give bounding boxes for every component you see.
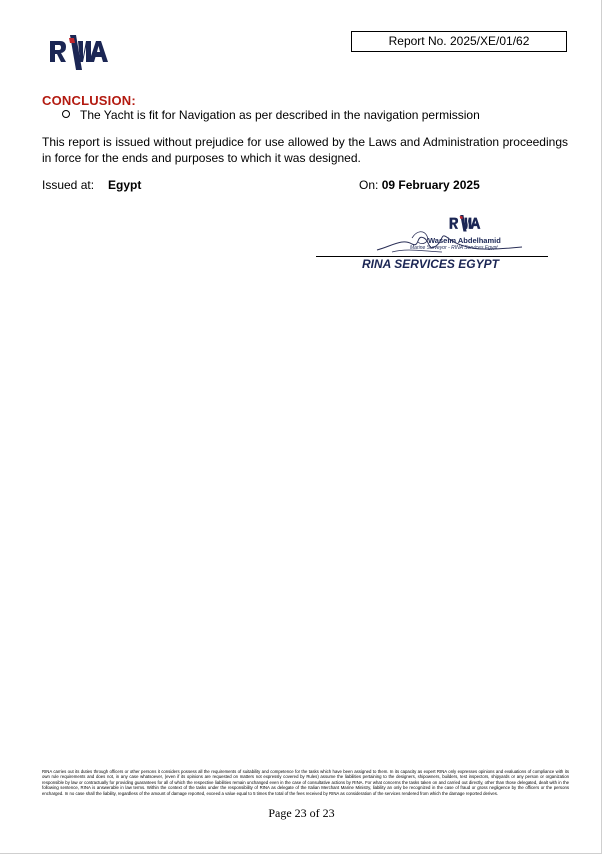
issued-at-label: Issued at:	[42, 178, 95, 192]
conclusion-heading: CONCLUSION:	[42, 93, 136, 108]
circle-bullet-icon	[62, 110, 70, 118]
issued-on-label: On:	[359, 178, 379, 192]
issued-on	[359, 178, 480, 192]
disclaimer-paragraph: This report is issued without prejudice for use allowed by the Laws and Administration proceedings in force for the ends and purposes to which it was designed.	[42, 135, 568, 165]
stamp-surveyor-name: Waseim Abdelhamid	[428, 236, 501, 245]
issued-on-date: 09 February 2025	[381, 178, 480, 192]
stamp-surveyor-role: Marine Surveyor - RINA Services Egypt	[410, 245, 498, 251]
stamp-rina-logo	[448, 214, 482, 233]
company-name: RINA SERVICES EGYPT	[362, 257, 499, 271]
report-number-box: Report No. 2025/XE/01/62	[351, 31, 567, 52]
footer-legal-text: RINA carries out its duties through officers or other persons it considers possess all the requirements of suitability and competence for the tasks which have been assigned to them. In its capacity as expert RINA only expresses opinions and evaluations of compliance with its own rule requirements and does not, in any case whatsoever, (even if its opinions are requested on matters not expressly covered by Rules) assume the liabilities pertaining to the designers, shipowners, builders, test inspectors, shipyards or any person or organization responsible by law or contractually for providing guarantees for all of which the respective liabilities remain unchanged even in the case of consultative actions by RINA. For what concerns the tasks taken on and carried out directly, other than those delegated, dealt with in the following sentence, RINA is answerable in law terms. Within the context of the tasks under the responsibility of RINA as delegate of the Italian Merchant Marine Ministry, liability an only be recognized in the case of fraud or gross negligence by the officers or the persons encharged. In no case shall the liability, regardless of the amount of damage reported, exceed a value equal to 5 times the total of the fees received by RINA as consideration of the services rendered from which the damage reported derives.	[42, 769, 569, 796]
rina-logo	[47, 30, 111, 74]
issued-at-value: Egypt	[108, 178, 142, 192]
conclusion-list-item	[62, 108, 480, 122]
page-number: Page 23 of 23	[268, 806, 335, 820]
conclusion-item-text: The Yacht is fit for Navigation as per described in the navigation permission	[80, 108, 480, 122]
